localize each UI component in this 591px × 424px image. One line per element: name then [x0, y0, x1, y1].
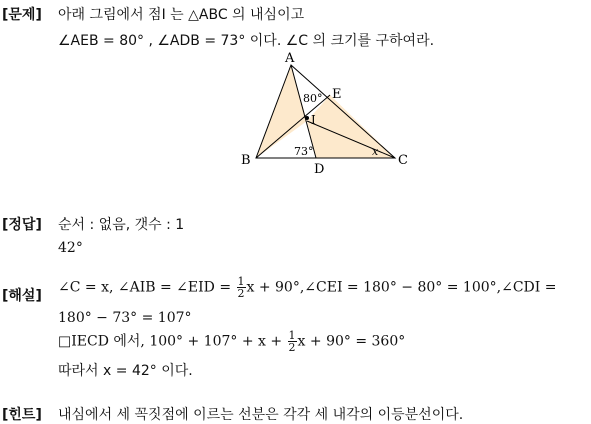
half-fraction-2: [288, 330, 297, 353]
angle-x-label: x: [372, 145, 379, 158]
solution-line-1-part-a: ∠C = x, ∠AIB = ∠EID =: [58, 279, 236, 296]
hint-text: 내심에서 세 꼭짓점에 이르는 선분은 각각 세 내각의 이등분선이다.: [58, 407, 464, 423]
label-i: I: [311, 113, 316, 127]
answer-label: [정답]: [2, 217, 42, 233]
half-fraction: [237, 276, 246, 299]
fraction-denominator: 2: [237, 287, 245, 300]
solution-line-2: 180° − 73° = 107°: [58, 310, 192, 326]
solution-line-3-part-b: x + 90° = 360°: [297, 333, 406, 350]
incenter-point: [305, 116, 309, 120]
label-e: E: [332, 87, 342, 102]
answer-line-2: 42°: [58, 240, 83, 256]
label-d: D: [314, 162, 325, 177]
fraction-numerator: 1: [237, 275, 245, 288]
fraction-numerator-2: 1: [288, 329, 296, 342]
solution-line-1: [58, 276, 556, 299]
solution-label: [해설]: [2, 288, 42, 304]
label-a: A: [285, 51, 295, 66]
fraction-denominator-2: 2: [288, 341, 296, 354]
problem-line-2: ∠AEB = 80° , ∠ADB = 73° 이다. ∠C 의 크기를 구하여라.: [58, 33, 435, 49]
label-c: C: [398, 153, 408, 168]
problem-label: [문제]: [2, 7, 42, 23]
solution-line-1-part-b: x + 90°,∠CEI = 180° − 80° = 100°,∠CDI =: [246, 279, 557, 296]
label-b: B: [241, 153, 251, 168]
solution-line-4: 따라서 x = 42° 이다.: [58, 363, 193, 379]
problem-line-1: 아래 그림에서 점I 는 △ABC 의 내심이고: [58, 7, 305, 23]
hint-label: [힌트]: [2, 407, 42, 423]
angle-73-label: 73°: [294, 145, 314, 158]
answer-line-1: 순서 : 없음, 갯수 : 1: [58, 217, 185, 233]
solution-line-3: [58, 330, 405, 353]
solution-line-3-part-a: □IECD 에서, 100° + 107° + x +: [58, 333, 287, 350]
angle-80-label: 80°: [303, 92, 323, 105]
